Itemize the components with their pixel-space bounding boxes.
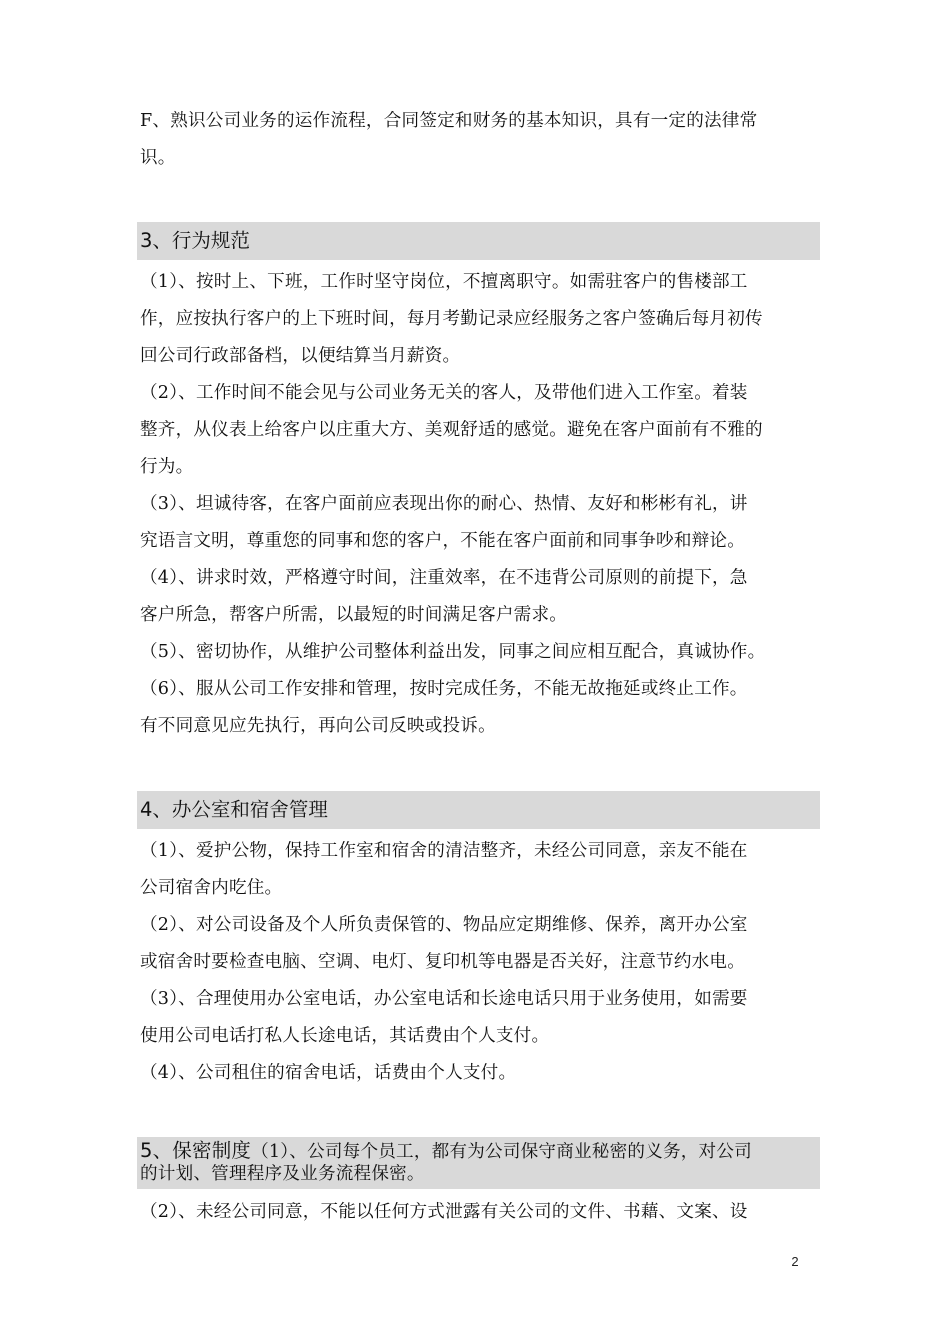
section-3-line: （3）、坦诚待客，在客户面前应表现出你的耐心、热情、友好和彬彬有礼，讲: [140, 494, 748, 514]
section-3-line: （5）、密切协作，从维护公司整体利益出发，同事之间应相互配合，真诚协作。: [140, 642, 766, 662]
section-4-line: 公司宿舍内吃住。: [140, 878, 283, 898]
section-4-line: 或宿舍时要检查电脑、空调、电灯、复印机等电器是否关好，注意节约水电。: [140, 952, 745, 972]
section-3-line: 行为。: [140, 457, 194, 477]
section-3-line: 究语言文明，尊重您的同事和您的客户，不能在客户面前和同事争吵和辩论。: [140, 531, 745, 551]
section-3-line: （4）、讲求时效，严格遵守时间，注重效率，在不违背公司原则的前提下，急: [140, 568, 748, 588]
section-4-line: （3）、合理使用办公室电话，办公室电话和长途电话只用于业务使用，如需要: [140, 989, 748, 1009]
page-number: 2: [791, 1254, 799, 1269]
section-3-line: （6）、服从公司工作安排和管理，按时完成任务，不能无故拖延或终止工作。: [140, 679, 748, 699]
section-3-line: 有不同意见应先执行，再向公司反映或投诉。: [140, 716, 496, 736]
section-5-line-3: （2）、未经公司同意，不能以任何方式泄露有关公司的文件、书藉、文案、设: [140, 1202, 748, 1222]
section-3-line: 作，应按执行客户的上下班时间，每月考勤记录应经服务之客户签确后每月初传: [140, 309, 763, 329]
section-3-line: 整齐，从仪表上给客户以庄重大方、美观舒适的感觉。避免在客户面前有不雅的: [140, 420, 763, 440]
section-4-heading: 4、办公室和宿舍管理: [140, 798, 328, 821]
section-5-line-1-text: （1）、公司每个员工，都有为公司保守商业秘密的义务，对公司: [251, 1142, 752, 1162]
section-4-line: （1）、爱护公物，保持工作室和宿舍的清洁整齐，未经公司同意，亲友不能在: [140, 841, 748, 861]
section-5-heading: 5、保密制度: [140, 1139, 252, 1162]
section-4-line: （4）、公司租住的宿舍电话，话费由个人支付。: [140, 1063, 517, 1083]
intro-line-1: F、熟识公司业务的运作流程，合同签定和财务的基本知识，具有一定的法律常: [140, 111, 758, 131]
section-5-first-line: [140, 1140, 820, 1163]
section-5-line-2: 的计划、管理程序及业务流程保密。: [140, 1164, 425, 1184]
section-4-line: 使用公司电话打私人长途电话，其话费由个人支付。: [140, 1026, 550, 1046]
intro-line-2: 识。: [140, 148, 176, 168]
section-3-heading: 3、行为规范: [140, 229, 250, 252]
section-4-line: （2）、对公司设备及个人所负责保管的、物品应定期维修、保养，离开办公室: [140, 915, 748, 935]
section-3-line: （1）、按时上、下班，工作时坚守岗位，不擅离职守。如需驻客户的售楼部工: [140, 272, 748, 292]
section-3-line: 回公司行政部备档，以便结算当月薪资。: [140, 346, 461, 366]
section-3-line: 客户所急，帮客户所需，以最短的时间满足客户需求。: [140, 605, 568, 625]
section-3-line: （2）、工作时间不能会见与公司业务无关的客人，及带他们进入工作室。着装: [140, 383, 748, 403]
